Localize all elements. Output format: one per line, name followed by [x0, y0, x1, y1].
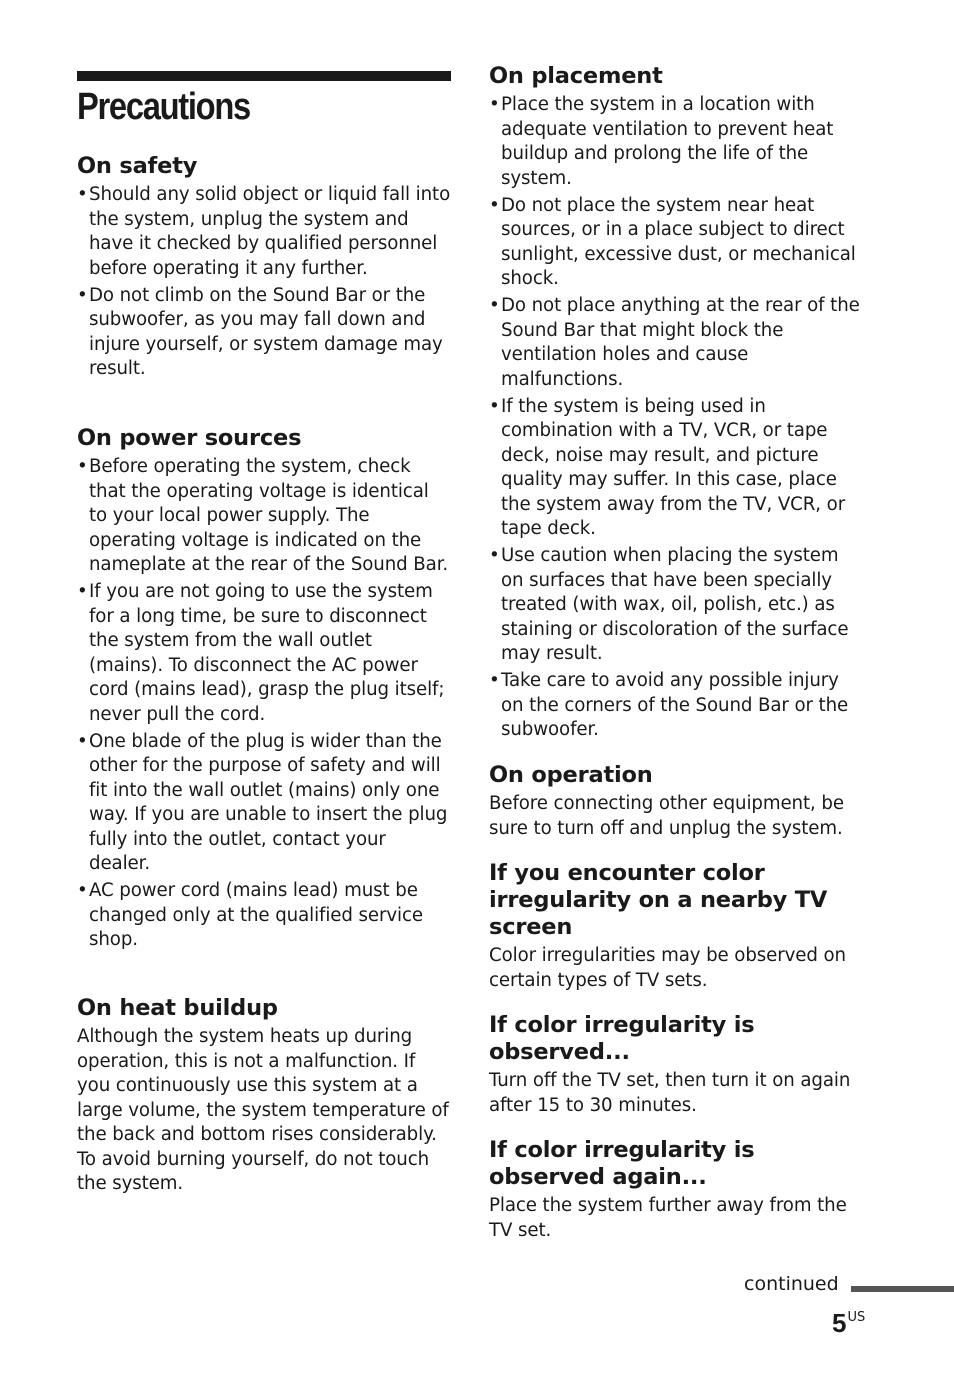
page-number — [832, 1308, 865, 1339]
page-region: US — [847, 1310, 866, 1325]
title-rule — [77, 71, 451, 81]
list-item: • Do not place anything at the rear of the Sound Bar that might block the ventilation holes and cause malfunctions. — [489, 294, 861, 392]
section-heading: On placement — [489, 63, 663, 89]
section-safety — [77, 153, 451, 384]
section-heading: On heat buildup — [77, 995, 278, 1021]
section-observed — [489, 1012, 861, 1118]
section-placement — [489, 63, 861, 745]
section-heading: On operation — [489, 762, 653, 788]
continued-bar — [851, 1286, 954, 1292]
list-item: • Do not place the system near heat sources, or in a place subject to direct sunlight, excessive dust, or mechanical shock. — [489, 194, 861, 292]
page-number-value: 5 — [832, 1308, 847, 1338]
section-color-irregularity — [489, 860, 861, 993]
list-item: • One blade of the plug is wider than the other for the purpose of safety and will fit into the wall outlet (mains) only one way. If you are unable to insert the plug fully into the outlet, contact your dealer. — [77, 730, 451, 877]
page-title: Precautions — [77, 86, 250, 128]
section-text: Color irregularities may be observed on certain types of TV sets. — [489, 945, 846, 991]
bullet-list — [77, 455, 451, 953]
list-item: • AC power cord (mains lead) must be changed only at the qualified service shop. — [77, 879, 451, 953]
bullet-list — [489, 93, 861, 743]
section-text: Turn off the TV set, then turn it on again after 15 to 30 minutes. — [489, 1070, 851, 1116]
section-heading: On power sources — [77, 425, 302, 451]
list-item: • Do not climb on the Sound Bar or the subwoofer, as you may fall down and injure yourself, or system damage may result. — [77, 284, 451, 382]
section-text: Before connecting other equipment, be sure to turn off and unplug the system. — [489, 793, 844, 839]
section-heat — [77, 995, 451, 1197]
section-heading: On safety — [77, 153, 198, 179]
list-item: • Before operating the system, check that the operating voltage is identical to your local power supply. The operating voltage is indicated on the nameplate at the rear of the Sound Bar. — [77, 455, 451, 578]
list-item: • If you are not going to use the system for a long time, be sure to disconnect the system from the wall outlet (mains). To disconnect the AC power cord (mains lead), grasp the plug itself; never pull the cord. — [77, 580, 451, 727]
section-operation — [489, 762, 861, 841]
section-observed-again — [489, 1137, 861, 1243]
section-heading: If color irregularity is observed... — [489, 1012, 755, 1065]
list-item: • Use caution when placing the system on surfaces that have been specially treated (with wax, oil, polish, etc.) as staining or discoloration of the surface may result. — [489, 544, 861, 667]
section-text: Place the system further away from the TV set. — [489, 1195, 847, 1241]
list-item: • Should any solid object or liquid fall into the system, unplug the system and have it checked by qualified personnel before operating it any further. — [77, 183, 451, 281]
list-item: • Take care to avoid any possible injury on the corners of the Sound Bar or the subwoofer. — [489, 669, 861, 743]
bullet-list — [77, 183, 451, 382]
section-power — [77, 425, 451, 955]
section-text: Although the system heats up during operation, this is not a malfunction. If you continuously use this system at a large volume, the system temperature of the back and bottom rises considerably. To avoid burning yourself, do not touch the system. — [77, 1026, 449, 1194]
section-heading: If color irregularity is observed again... — [489, 1137, 755, 1190]
list-item: • Place the system in a location with adequate ventilation to prevent heat buildup and prolong the life of the system. — [489, 93, 861, 191]
continued-label: continued — [744, 1273, 839, 1295]
list-item: • If the system is being used in combination with a TV, VCR, or tape deck, noise may result, and picture quality may suffer. In this case, place the system away from the TV, VCR, or tape deck. — [489, 395, 861, 542]
section-heading: If you encounter color irregularity on a nearby TV screen — [489, 860, 828, 940]
